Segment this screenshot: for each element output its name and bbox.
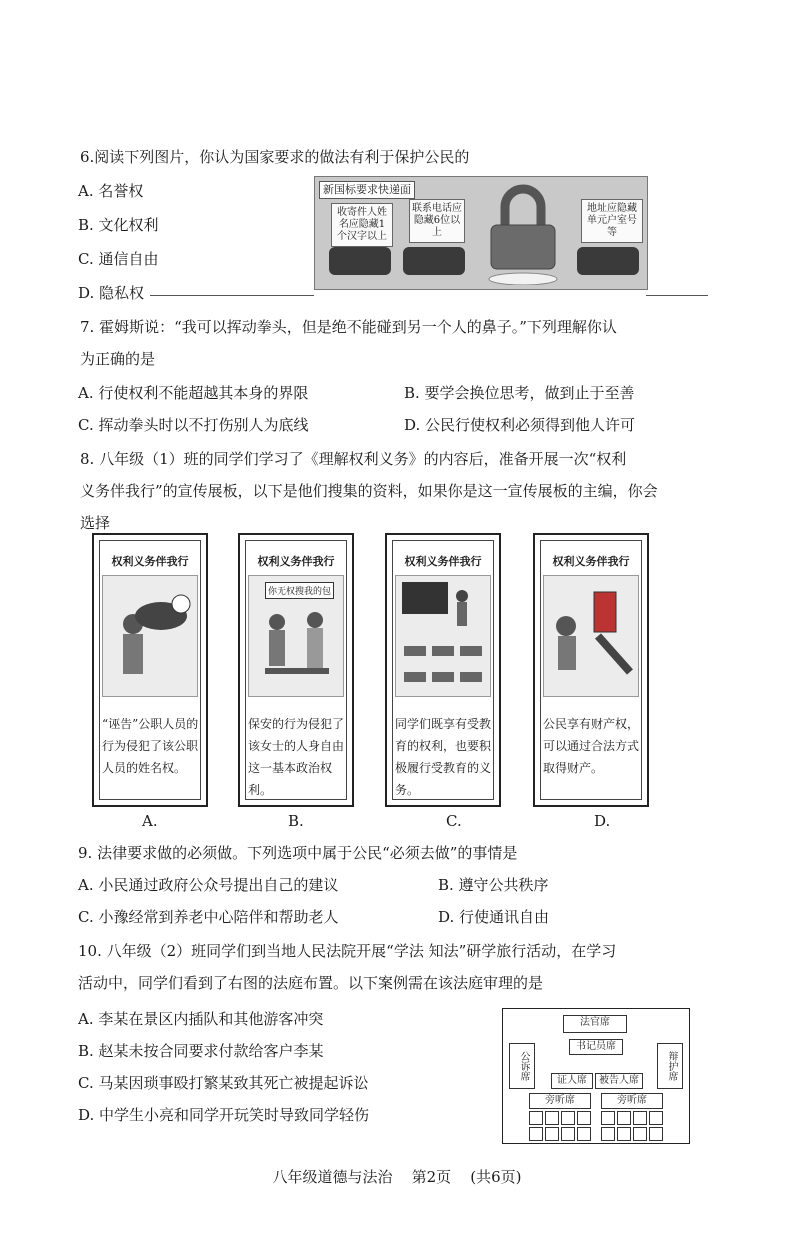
card-illustration: [102, 575, 198, 697]
q9-option-a: A. 小民通过政府公众号提出自己的建议: [78, 876, 339, 894]
q8-label-c: C.: [446, 812, 462, 830]
card-text: “诬告”公职人员的行为侵犯了该公职人员的姓名权。: [102, 717, 199, 775]
gallery-left: 旁听席: [529, 1093, 591, 1109]
q8-stem-line2: 义务伴我行”的宣传展板，以下是他们搜集的资料，如果你是这一宣传展板的主编，你会: [80, 482, 658, 500]
judge-seat: 法官席: [563, 1015, 627, 1033]
q8-label-d: D.: [594, 812, 611, 830]
q9-option-b: B. 遵守公共秩序: [438, 876, 549, 894]
q8-stem-line1: 8. 八年级（1）班的同学们学习了《理解权利义务》的内容后，准备开展一次“权利: [80, 450, 627, 468]
card-illustration: [248, 575, 344, 697]
card-title: 权利义务伴我行: [111, 555, 189, 568]
q8-label-a: A.: [142, 812, 158, 830]
q8-card-a: [92, 533, 208, 807]
card-illustration: [395, 575, 491, 697]
defendant-seat: 被告人席: [595, 1073, 643, 1089]
q6-option-c: C. 通信自由: [78, 250, 159, 268]
padlock-icon: [483, 181, 563, 285]
q10-stem-line1: 10. 八年级（2）班同学们到当地人民法院开展“学法 知法”研学旅行活动，在学习: [78, 942, 617, 960]
q7-option-c: C. 挥动拳头时以不打伤别人为底线: [78, 416, 309, 434]
q8-label-b: B.: [288, 812, 304, 830]
prosecution-seat: 公诉席: [509, 1043, 535, 1089]
q6-pad-3: 地址应隐藏单元户室号等: [581, 199, 643, 243]
page-footer: 八年级道德与法治 第2页 (共6页): [272, 1168, 522, 1186]
q10-stem-line2: 活动中，同学们看到了右图的法庭布置。以下案例需在该法庭审理的是: [78, 974, 544, 992]
q7-stem-line2: 为正确的是: [80, 350, 156, 368]
q6-block-3: [577, 247, 639, 275]
q6-option-d: D. 隐私权: [78, 284, 145, 302]
card-illustration: [543, 575, 639, 697]
witness-seat: 证人席: [551, 1073, 593, 1089]
q8-card-b: [238, 533, 354, 807]
q7-stem-line1: 7. 霍姆斯说：“我可以挥动拳头，但是绝不能碰到另一个人的鼻子。”下列理解你认: [80, 318, 617, 336]
defense-seat: 辩护席: [657, 1043, 683, 1089]
card-text: 保安的行为侵犯了该女士的人身自由这一基本政治权利。: [248, 717, 345, 797]
q10-option-a: A. 李某在景区内插队和其他游客冲突: [78, 1010, 324, 1028]
card-title: 权利义务伴我行: [552, 555, 630, 568]
q6-block-1: [329, 247, 391, 275]
q9-option-d: D. 行使通讯自由: [438, 908, 550, 926]
q6-stem: 6.阅读下列图片，你认为国家要求的做法有利于保护公民的: [80, 148, 470, 166]
q7-option-b: B. 要学会换位思考，做到止于至善: [404, 384, 635, 402]
q6-pad-2: 联系电话应隐藏6位以上: [409, 199, 465, 243]
classroom-illustration-icon: [396, 576, 490, 694]
q6-answer-line-end: [646, 295, 708, 296]
q9-stem: 9. 法律要求做的必须做。下列选项中属于公民“必须去做”的事情是: [78, 844, 518, 862]
q6-pad-1: 收寄件人姓名应隐藏1个汉字以上: [331, 203, 393, 247]
q7-option-a: A. 行使权利不能超越其本身的界限: [78, 384, 309, 402]
q8-card-d: [533, 533, 649, 807]
q8-card-c: [385, 533, 501, 807]
q10-option-d: D. 中学生小亮和同学开玩笑时导致同学轻伤: [78, 1106, 370, 1124]
q6-option-b: B. 文化权利: [78, 216, 159, 234]
card-text: 同学们既享有受教育的权利，也要积极履行受教育的义务。: [395, 717, 492, 797]
q10-option-c: C. 马某因琐事殴打繁某致其死亡被提起诉讼: [78, 1074, 369, 1092]
card-title: 权利义务伴我行: [404, 555, 482, 568]
courtroom-diagram: [502, 1008, 690, 1144]
q6-option-a: A. 名誉权: [78, 182, 144, 200]
clerk-seat: 书记员席: [569, 1039, 623, 1055]
q8-stem-line3: 选择: [80, 514, 111, 532]
q9-option-c: C. 小豫经常到养老中心陪伴和帮助老人: [78, 908, 339, 926]
q6-picture-tag: 新国标要求快递面: [319, 181, 415, 199]
speech-bubble: 你无权搜我的包: [265, 582, 334, 599]
q6-block-2: [403, 247, 465, 275]
wage-illustration-icon: [544, 576, 638, 694]
q7-option-d: D. 公民行使权利必须得到他人许可: [404, 416, 636, 434]
card-title: 权利义务伴我行: [257, 555, 335, 568]
card-text: 公民享有财产权，可以通过合法方式取得财产。: [543, 717, 640, 775]
q10-option-b: B. 赵某未按合同要求付款给客户李某: [78, 1042, 324, 1060]
accuse-illustration-icon: [103, 576, 197, 694]
q6-answer-line: [150, 295, 314, 296]
q6-picture: [314, 176, 648, 290]
gallery-right: 旁听席: [601, 1093, 663, 1109]
